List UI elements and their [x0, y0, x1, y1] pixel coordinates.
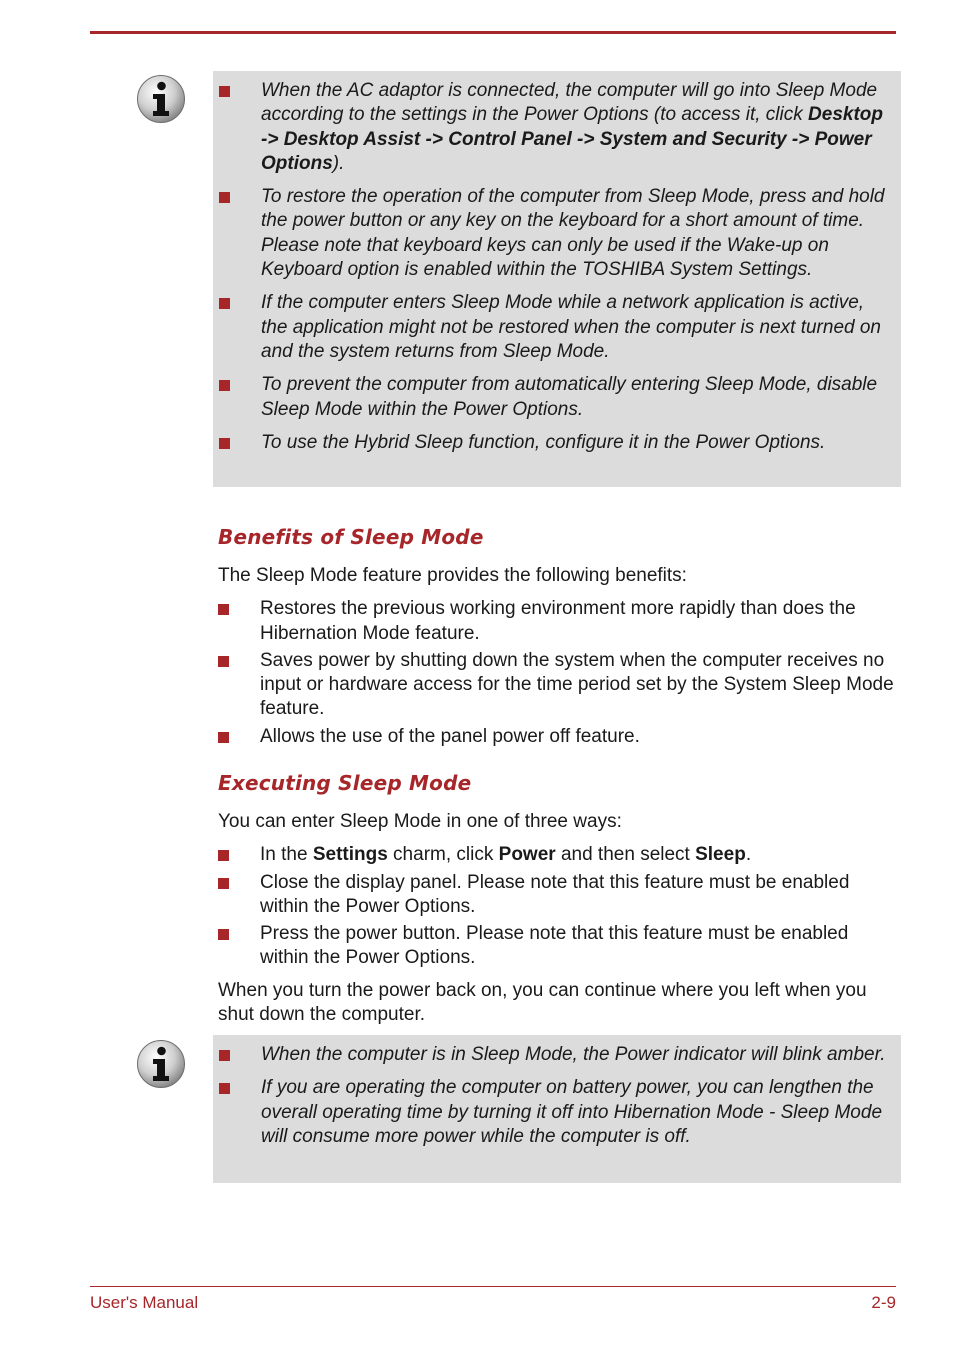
list-item: Press the power button. Please note that this feature must be enabled within the Power Options. [218, 922, 900, 971]
executing-intro: You can enter Sleep Mode in one of three ways: [218, 811, 622, 832]
square-bullet [218, 929, 229, 940]
square-bullet [218, 732, 229, 743]
square-bullet [218, 850, 229, 861]
menu-path: Desktop -> Desktop Assist -> Control Panel -> System and Security -> Power Options [261, 104, 883, 174]
footer-rule [90, 1286, 896, 1287]
page-number: 2-9 [871, 1293, 896, 1312]
note-item: If you are operating the computer on battery power, you can lengthen the overall operating time by turning it off into Hibernation Mode - Sleep Mode will consume more power while the computer is off. [213, 1076, 891, 1149]
square-bullet [219, 86, 230, 97]
note-item: When the AC adaptor is connected, the computer will go into Sleep Mode according to the settings in the Power Options (to access it, click Desktop -> Desktop Assist -> Control Panel -> System and Security -> Power Options). [213, 75, 891, 176]
list-item: Allows the use of the panel power off feature. [218, 725, 900, 749]
info-icon [136, 1039, 186, 1089]
square-bullet [219, 1083, 230, 1094]
list-item: Saves power by shutting down the system when the computer receives no input or hardware access for the time period set by the System Sleep Mode feature. [218, 649, 900, 722]
note-item: When the computer is in Sleep Mode, the Power indicator will blink amber. [213, 1039, 891, 1067]
note-item: To use the Hybrid Sleep function, configure it in the Power Options. [213, 431, 891, 455]
header-rule [90, 31, 896, 34]
footer-title: User's Manual [90, 1293, 199, 1312]
square-bullet [219, 298, 230, 309]
square-bullet [218, 604, 229, 615]
note-item: To prevent the computer from automatically entering Sleep Mode, disable Sleep Mode within the Power Options. [213, 373, 891, 422]
executing-outro: When you turn the power back on, you can continue where you left when you shut down the computer. [218, 979, 867, 1026]
note-box-power-indicator [213, 1035, 901, 1183]
list-item: Restores the previous working environment more rapidly than does the Hibernation Mode feature. [218, 597, 900, 646]
square-bullet [218, 878, 229, 889]
square-bullet [219, 192, 230, 203]
benefits-intro: The Sleep Mode feature provides the following benefits: [218, 565, 687, 586]
note-box-sleep-mode [213, 71, 901, 487]
note-item: To restore the operation of the computer from Sleep Mode, press and hold the power button or any key on the keyboard for a short amount of time. Please note that keyboard keys can only be used if the Wake-up on Keyboard option is enabled within the TOSHIBA System Settings. [213, 185, 891, 282]
list-item: In the Settings charm, click Power and then select Sleep. [218, 843, 900, 867]
square-bullet [219, 438, 230, 449]
executing-section [218, 810, 900, 1027]
benefits-section [218, 564, 900, 752]
section-heading-executing: Executing Sleep Mode [218, 771, 472, 795]
square-bullet [218, 656, 229, 667]
list-item: Close the display panel. Please note that this feature must be enabled within the Power Options. [218, 871, 900, 920]
square-bullet [219, 1050, 230, 1061]
square-bullet [219, 380, 230, 391]
note-item: If the computer enters Sleep Mode while a network application is active, the application might not be restored when the computer is next turned on and the system returns from Sleep Mode. [213, 291, 891, 364]
section-heading-benefits: Benefits of Sleep Mode [218, 525, 484, 549]
info-icon [136, 74, 186, 124]
